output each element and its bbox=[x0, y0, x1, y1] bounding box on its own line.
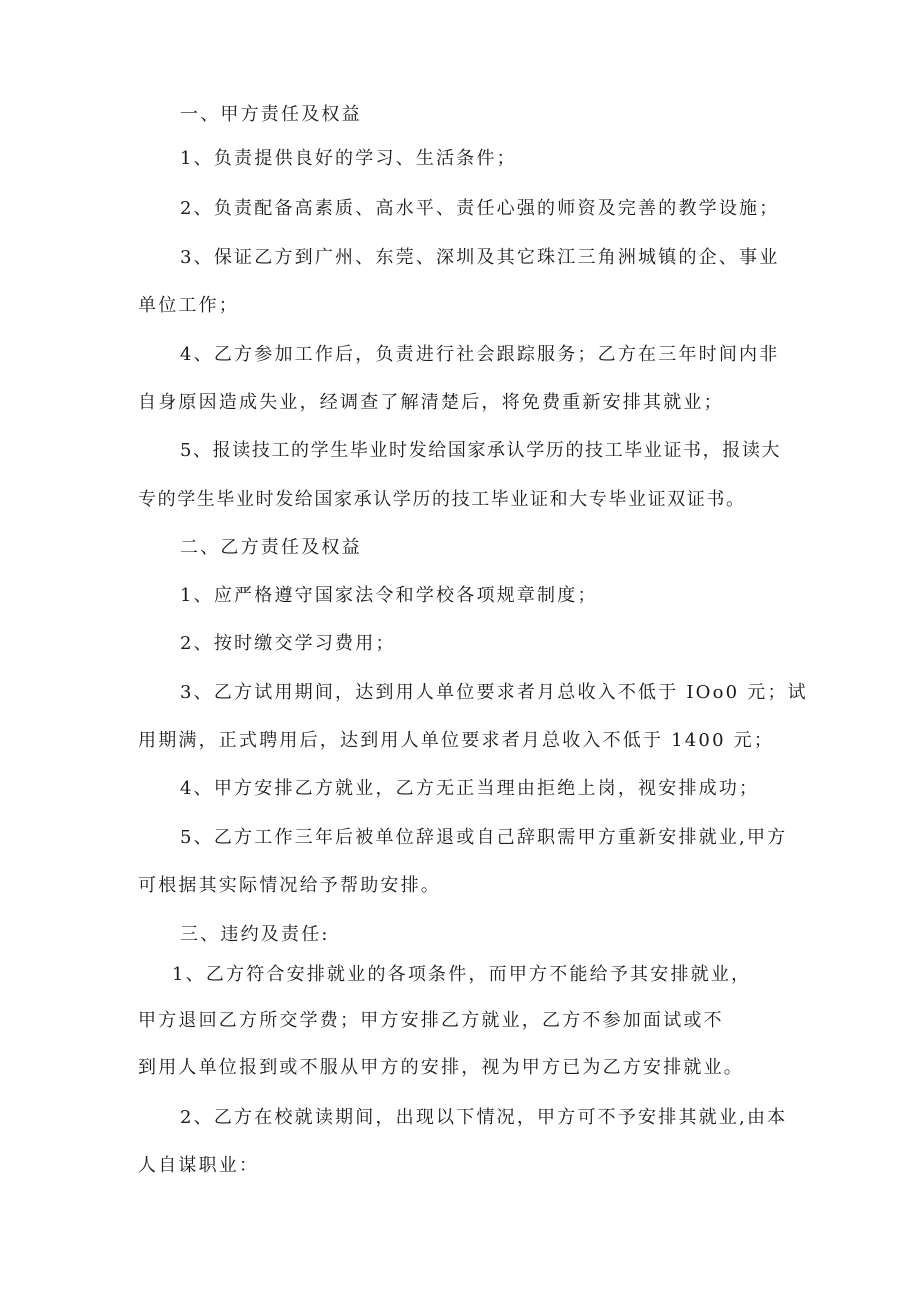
section-3-item-1-line-3: 到用人单位报到或不服从甲方的安排，视为甲方已为乙方安排就业。 bbox=[138, 1057, 744, 1078]
section-2-item-2-line-1: 2、按时缴交学习费用； bbox=[180, 633, 396, 654]
section-1-item-2-line-1: 2、负责配备高素质、高水平、责任心强的师资及完善的教学设施； bbox=[180, 198, 780, 219]
section-1-item-4-line-2: 自身原因造成失业，经调查了解清楚后，将免费重新安排其就业； bbox=[138, 392, 724, 413]
section-2-item-3-line-2: 用期满，正式聘用后，达到用人单位要求者月总收入不低于 1400 元； bbox=[138, 730, 775, 751]
section-3-item-1-line-2: 甲方退回乙方所交学费；甲方安排乙方就业，乙方不参加面试或不 bbox=[138, 1010, 724, 1031]
section-heading-3: 三、违约及责任: bbox=[180, 924, 330, 945]
section-heading-2: 二、乙方责任及权益 bbox=[180, 537, 362, 558]
section-1-item-5-line-1: 5、报读技工的学生毕业时发给国家承认学历的技工毕业证书，报读大 bbox=[180, 440, 782, 461]
section-2-item-5-line-2: 可根据其实际情况给予帮助安排。 bbox=[138, 875, 441, 896]
section-heading-1: 一、甲方责任及权益 bbox=[180, 104, 362, 125]
section-2-item-3-line-1: 3、乙方试用期间，达到用人单位要求者月总收入不低于 IOo0 元；试 bbox=[180, 682, 808, 703]
section-1-item-3-line-1: 3、保证乙方到广州、东莞、深圳及其它珠江三角洲城镇的企、事业 bbox=[180, 247, 780, 268]
section-2-item-1-line-1: 1、应严格遵守国家法令和学校各项规章制度； bbox=[180, 585, 598, 606]
section-3-item-2-line-2: 人自谋职业： bbox=[138, 1155, 260, 1176]
section-1-item-3-line-2: 单位工作； bbox=[138, 295, 239, 316]
section-2-item-4-line-1: 4、甲方安排乙方就业，乙方无正当理由拒绝上岗，视安排成功； bbox=[180, 778, 760, 799]
section-1-item-4-line-1: 4、乙方参加工作后，负责进行社会跟踪服务；乙方在三年时间内非 bbox=[180, 344, 780, 365]
section-3-item-1-line-1: 1、乙方符合安排就业的各项条件，而甲方不能给予其安排就业， bbox=[172, 964, 752, 985]
section-2-item-5-line-1: 5、乙方工作三年后被单位辞退或自己辞职需甲方重新安排就业,甲方 bbox=[180, 827, 788, 848]
section-3-item-2-line-1: 2、乙方在校就读期间，出现以下情况，甲方可不予安排其就业,由本 bbox=[180, 1107, 788, 1128]
section-1-item-5-line-2: 专的学生毕业时发给国家承认学历的技工毕业证和大专毕业证双证书。 bbox=[138, 489, 746, 510]
section-1-item-1-line-1: 1、负责提供良好的学习、生活条件； bbox=[180, 148, 517, 169]
